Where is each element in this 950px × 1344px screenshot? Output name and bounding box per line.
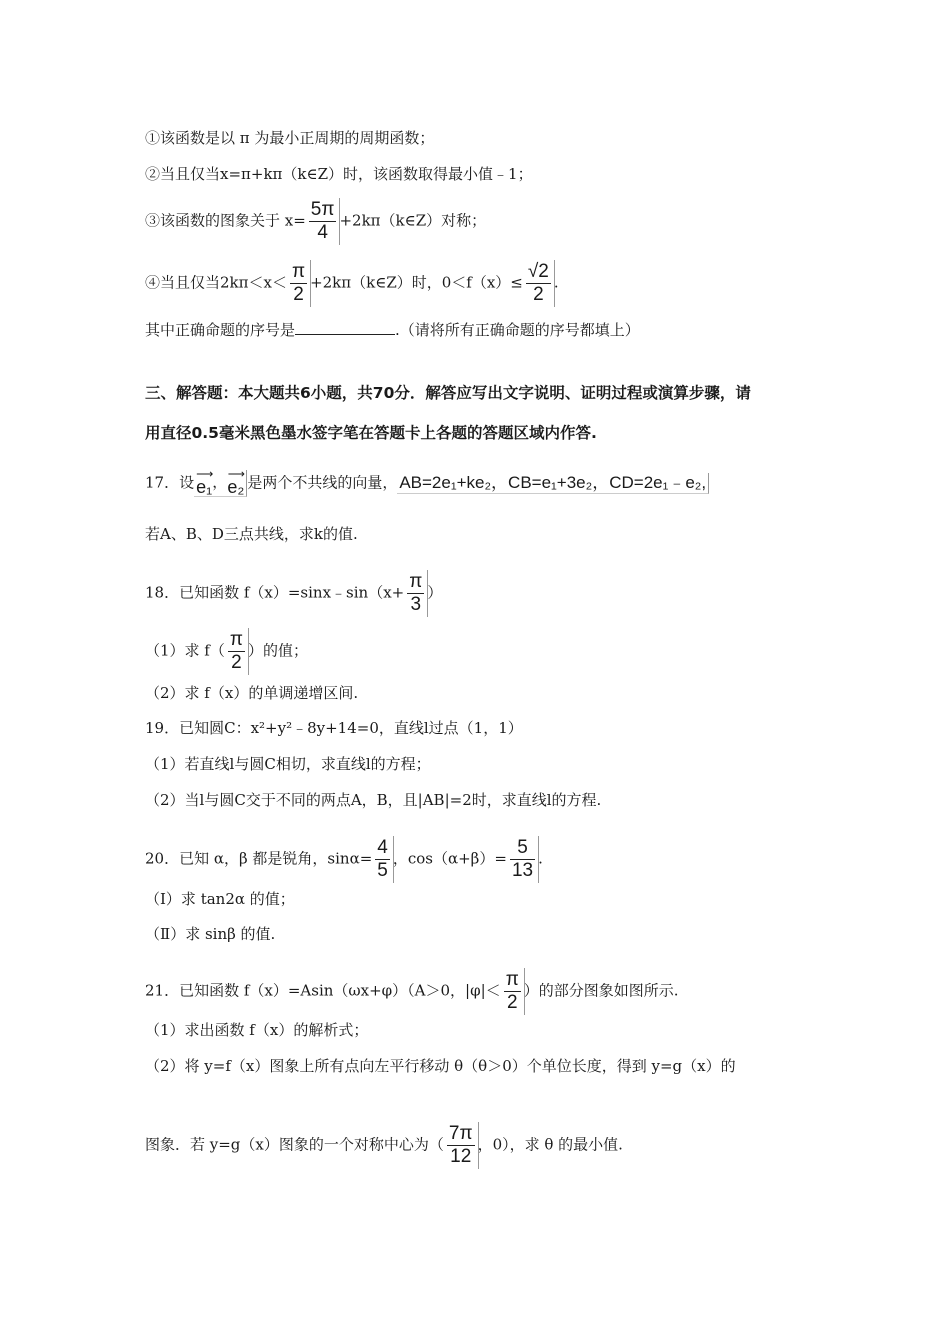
q18-part2: （2）求 f（x）的单调递增区间.: [145, 684, 359, 702]
q21-stem: [145, 970, 679, 1013]
vector-e1-e2: ⟶ e₁ ， ⟶ e₂: [194, 470, 247, 497]
vector-e1: e₁: [196, 477, 213, 497]
denominator: 2: [231, 652, 242, 673]
q21-part1: （1）求出函数 f（x）的解析式；: [145, 1021, 369, 1039]
text: .（请将所有正确命题的序号都填上）: [395, 321, 640, 339]
text: .: [553, 273, 559, 292]
text: 18．已知函数 f（x）=sinx﹣sin（x+: [145, 583, 405, 602]
text: ④当且仅当2kπ＜x＜: [145, 273, 287, 292]
text: ，0），求 θ 的最小值.: [477, 1135, 623, 1154]
q20-part2: （Ⅱ）求 sinβ 的值.: [145, 925, 276, 943]
vector-equations: AB=2e₁+ke₂，CB=e₁+3e₂，CD=2e₁﹣e₂,: [397, 473, 709, 494]
denominator: 2: [533, 284, 544, 305]
fraction: [501, 970, 524, 1013]
condition-1: ①该函数是以 π 为最小正周期的周期函数；: [145, 129, 435, 147]
text: 21．已知函数 f（x）=Asin（ωx+φ）（A＞0，|φ|＜: [145, 981, 501, 1000]
text: ）: [427, 583, 443, 602]
numerator: √2: [527, 261, 549, 282]
numerator: π: [505, 969, 519, 990]
q19-stem: 19．已知圆C：x²+y²﹣8y+14=0，直线l过点（1，1）: [145, 719, 523, 737]
denominator: 2: [293, 284, 304, 305]
section-heading-line1: 三、解答题：本大题共6小题，共70分．解答应写出文字说明、证明过程或演算步骤，请: [145, 384, 751, 402]
q19-part2: （2）当l与圆C交于不同的两点A，B，且|AB|=2时，求直线l的方程.: [145, 791, 602, 809]
text: +2kπ（k∈Z）对称；: [339, 211, 487, 230]
text: 图象．若 y=g（x）图象的一个对称中心为（: [145, 1135, 444, 1154]
denominator: 12: [450, 1146, 472, 1167]
numerator: π: [229, 629, 243, 650]
numerator: 5π: [310, 199, 335, 220]
denominator: 3: [410, 594, 422, 615]
q20-stem: [145, 838, 543, 881]
q20-part1: （Ⅰ）求 tan2α 的值；: [145, 890, 295, 908]
text: 20．已知 α，β 都是锐角，sinα=: [145, 849, 373, 868]
denominator: 13: [511, 860, 534, 881]
numerator: 4: [377, 837, 388, 858]
q21-part2: （2）将 y=f（x）图象上所有点向左平行移动 θ（θ＞0）个单位长度，得到 y=g（x）的: [145, 1057, 736, 1075]
denominator: 5: [377, 860, 388, 881]
text: 其中正确命题的序号是: [145, 321, 296, 339]
condition-2: ②当且仅当x=π+kπ（k∈Z）时，该函数取得最小值﹣1；: [145, 165, 533, 183]
text: ）的部分图象如图所示.: [523, 981, 679, 1000]
answer-line: [145, 320, 640, 340]
condition-4: [145, 262, 559, 305]
fraction: [507, 838, 538, 881]
fraction: [287, 262, 310, 305]
numerator: π: [291, 261, 306, 282]
q18-part1: [145, 630, 308, 673]
denominator: 2: [506, 992, 518, 1013]
text: ）的值；: [247, 641, 308, 660]
text: 17．设: [145, 473, 195, 492]
vector-e2: e₂: [227, 477, 245, 497]
denominator: 4: [317, 222, 328, 243]
fraction: [404, 572, 427, 615]
text: +2kπ（k∈Z）时，0＜f（x）≤: [310, 273, 523, 292]
condition-3: [145, 200, 486, 243]
text: ，cos（α+β）=: [392, 849, 507, 868]
fraction: [306, 200, 340, 243]
section-heading-line2: 用直径0.5毫米黑色墨水签字笔在答题卡上各题的答题区域内作答.: [145, 424, 597, 442]
text: .: [538, 849, 543, 868]
q21-part2-cont: [145, 1124, 623, 1167]
numerator: π: [409, 571, 423, 592]
text: 是两个不共线的向量，: [247, 473, 398, 492]
numerator: 5: [517, 837, 528, 858]
text: ③该函数的图象关于 x=: [145, 211, 306, 230]
fraction: [225, 630, 248, 673]
q17-line2: 若A、B、D三点共线，求k的值.: [145, 525, 358, 543]
q18-stem: [145, 572, 442, 615]
text: （1）求 f（: [145, 641, 225, 660]
q17-stem: [145, 467, 709, 497]
numerator: 7π: [448, 1123, 473, 1144]
fraction: [444, 1124, 478, 1167]
fraction: [372, 838, 393, 881]
q19-part1: （1）若直线l与圆C相切，求直线l的方程；: [145, 755, 431, 773]
answer-blank[interactable]: [295, 320, 395, 335]
fraction: [523, 262, 554, 305]
